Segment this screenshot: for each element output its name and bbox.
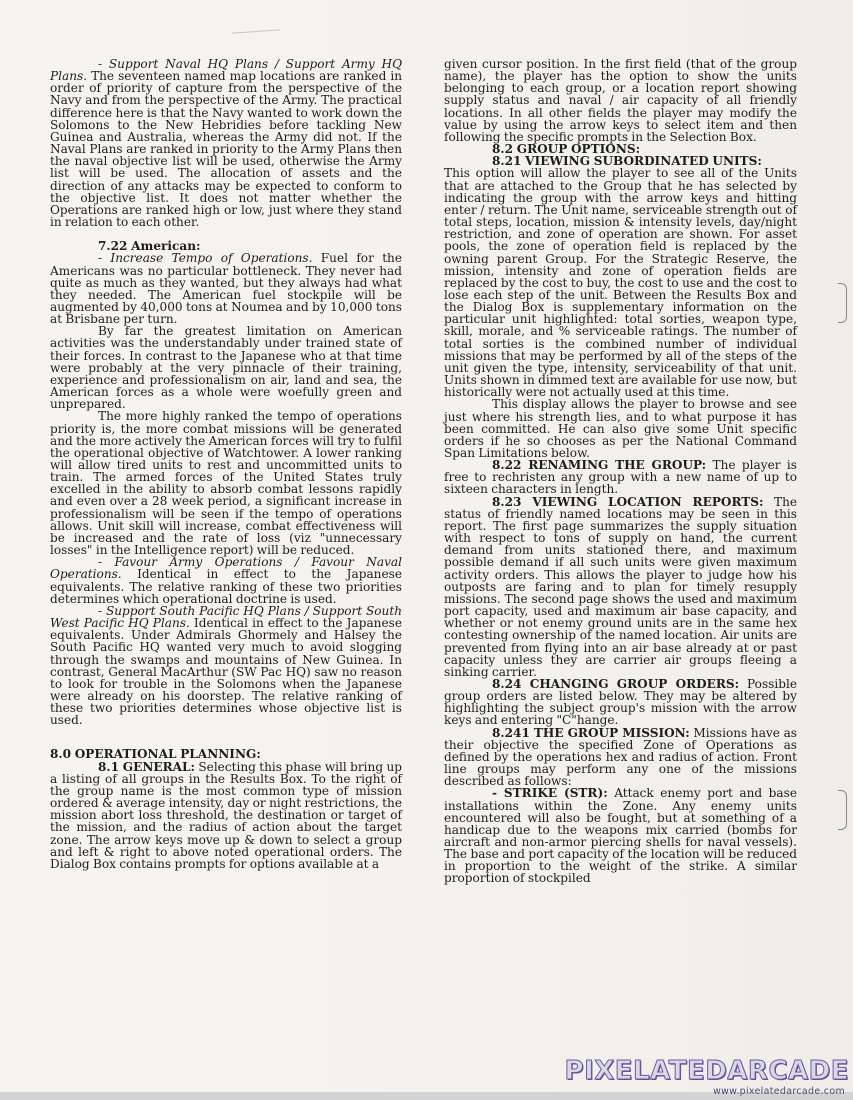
- paragraph-support-pacific-hq: - Support South Pacific HQ Plans / Support South West Pacific HQ Plans. Identical in effect to the Japanese equivalents. Under Admirals Ghormely and Halsey the South Pacific HQ wanted very much to avoid slogging through the swamps and mountains of New Guinea. In contrast, General MacArthur (SW Pac HQ) saw no reason to look for trouble in the Solomons when the Japanese were already on his doorstep. The relative ranking of these two priorities determines whose objective list is used.: [50, 603, 402, 728]
- paragraph-ranked-tempo: The more highly ranked the tempo of operations priority is, the more combat missions will be generated and the more actively the American forces will try to fulfil the operational objective of Watchtower. A lower ranking will allow tired units to rest and uncommitted units to train. The armed forces of the United States truly excelled in the ability to absorb combat lessons rapidly and even over a 28 week period, a significant increase in professionalism will be seen if the tempo of operations allows. Unit skill will increase, combat effectiveness will be increased and the rate of loss (viz "unnecessary losses" in the Intelligence report) will be reduced.: [50, 409, 402, 558]
- heading-8-21: 8.21 VIEWING SUBORDINATED UNITS:: [492, 154, 762, 169]
- staple-mark-top: [838, 283, 847, 323]
- right-column: [444, 58, 797, 885]
- paragraph-support-hq-plans: - Support Naval HQ Plans / Support Army HQ Plans. The seventeen named map locations are ranked in order of priority of capture from the perspective of the Navy and from the perspective of the Army. The practical difference here is that the Navy wanted to work down the Solomons to the New Hebridies before tackling New Guinea and Australia, whereas the Army did not. If the Naval Plans are ranked in priority to the Army Plans then the naval objective list will be used, otherwise the Army list will be used. The allocation of assets and the direction of any attacks may be expected to conform to the objective list. It does not matter whether the Operations are ranked high or low, just where they stand in relation to each other.: [50, 57, 402, 230]
- paragraph-viewing-units: This option will allow the player to see all of the Units that are attached to the Group that he has selected by indicating the group with the arrow keys and hitting enter / return. The Unit name, serviceable strength out of total steps, location, mission & intensity levels, day/night restriction, and zone of operation are shown. For asset pools, the zone of operation field is replaced by the owning parent Group. For the Strategic Reserve, the mission, intensity and zone of operation fields are replaced by the cost to buy, the cost to use and the cost to lose each step of the unit. Between the Results Box and the Dialog Box is supplementary information on the particular unit highlighted: total sorties, weapon type, skill, morale, and % serviceable ratings. The number of total sorties is the combined number of individual missions that may be performed by all of the steps of the unit given the type, intensity, serviceability of that unit. Units shown in dimmed text are available for use now, but historically were not actually used at this time.: [444, 166, 797, 400]
- paragraph-strike: - STRIKE (STR): Attack enemy port and base installations within the Zone. Any enemy units encountered will also be fought, but at something of a handicap due to the weapons mix carried (bombs for aircraft and non-armor piercing shells for naval vessels). The base and port capacity of the location will be reduced in proportion to the weight of the strike. A similar proportion of stockpiled: [444, 786, 797, 886]
- watermark-url: www.pixelatedarcade.com: [712, 1086, 845, 1097]
- paragraph-tempo: - Increase Tempo of Operations. Fuel for the Americans was no particular bottleneck. They never had quite as much as they wanted, but they always had what they needed. The American fuel stockpile will be augmented by 40,000 tons at Noumea and by 10,000 tons at Brisbane per turn.: [50, 251, 402, 327]
- paragraph-favour-operations: - Favour Army Operations / Favour Naval Operations. Identical in effect to the Japanese equivalents. The relative ranking of these two priorities determines which operational doctrine is used.: [50, 555, 402, 606]
- paragraph-8-24: 8.24 CHANGING GROUP ORDERS: Possible group orders are listed below. They may be altered by highlighting the subject group's mission with the arrow keys and entering "C"hange.: [444, 676, 797, 728]
- paragraph-8-22: 8.22 RENAMING THE GROUP: The player is free to rechristen any group with a new name of up to sixteen characters in length.: [444, 458, 797, 497]
- watermark-brand: PIXELATEDARCADE: [564, 1056, 849, 1086]
- paragraph-8-1-general: 8.1 GENERAL: Selecting this phase will bring up a listing of all groups in the Results Box. To the right of the group name is the most common type of mission ordered & average intensity, day or night restrictions, the mission abort loss threshold, the destination or target of the mission, and the radius of action about the target zone. The arrow keys move up & down to select a group and left & right to above noted operational orders. The Dialog Box contains prompts for options available at a: [50, 759, 402, 871]
- heading-8-0: 8.0 OPERATIONAL PLANNING:: [50, 747, 261, 762]
- paragraph-cursor-position: given cursor position. In the first field (that of the group name), the player has the option to show the units belonging to each group, or a location report showing supply status and naval / air capacity of all friendly locations. In all other fields the player may modify the value by using the arrow keys to select item and then following the specific prompts in the Selection Box.: [444, 57, 797, 144]
- heading-8-2: 8.2 GROUP OPTIONS:: [492, 142, 641, 157]
- heading-7-22: 7.22 American:: [98, 239, 201, 254]
- paragraph-8-23: 8.23 VIEWING LOCATION REPORTS: The status of friendly named locations may be seen in this report. The first page summarizes the supply situation with respect to tons of supply on hand, the current demand from units stationed there, and maximum possible demand if all such units were given maximum activity orders. This allows the player to judge how his outposts are faring and to plan for timely resupply missions. The second page shows the used and maximum port capacity, used and maximum air base capacity, and whether or not enemy ground units are in the same hex contesting ownership of the named location. Air units are prevented from flying into an air base already at or past capacity unless they are carrier air groups fleeing a sinking carrier.: [444, 494, 798, 679]
- left-column: [50, 58, 402, 870]
- paragraph-limitation: By far the greatest limitation on American activities was the understandably under trained state of their forces. In contrast to the Japanese who at that time were probably at the very pinnacle of their training, experience and professionalism on air, land and sea, the American forces as a whole were woefully green and unprepared.: [50, 324, 402, 412]
- paragraph-display-browse: This display allows the player to browse and see just where his strength lies, and to what purpose it has been committed. He can also give some Unit specific orders if he so chooses as per the National Command Span Limitations below.: [444, 397, 797, 460]
- pencil-mark: [232, 29, 280, 36]
- staple-mark-bottom: [838, 790, 847, 830]
- paragraph-8-241: 8.241 THE GROUP MISSION: Missions have as their objective the specified Zone of Operations as defined by the operations hex and radius of action. Front line groups may perform any one of the missions described as follows:: [444, 725, 797, 789]
